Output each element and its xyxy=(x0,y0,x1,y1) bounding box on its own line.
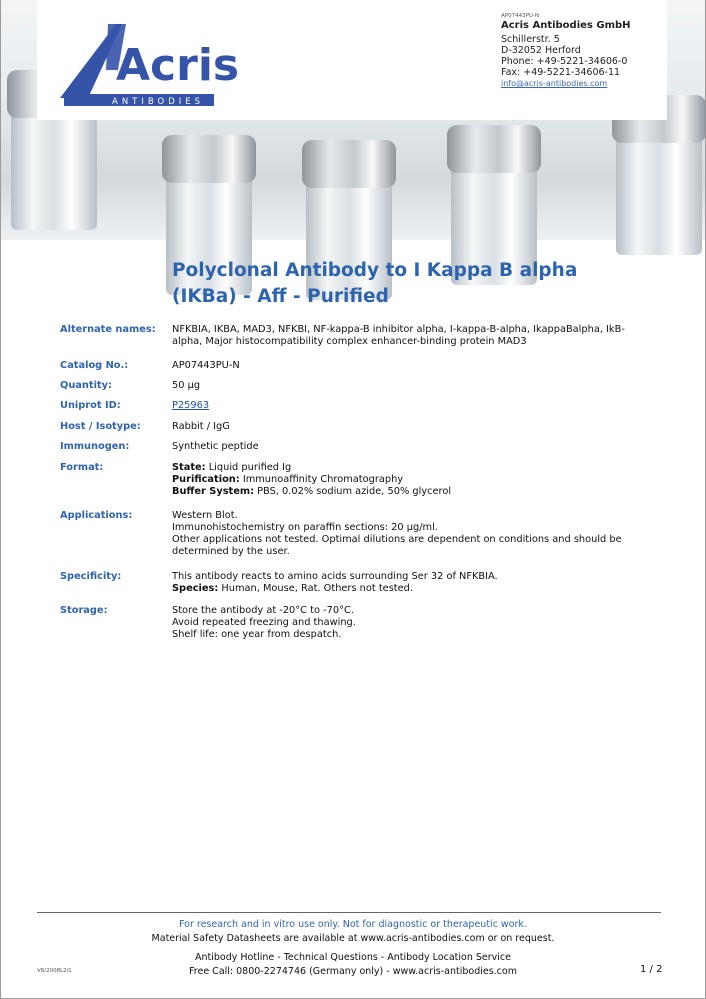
document-code: AP07443PU-N xyxy=(501,13,540,19)
version-code: V6/2008L2i1 xyxy=(37,968,72,974)
research-note: For research and in vitro use only. Not for diagnostic or therapeutic work. xyxy=(179,919,527,930)
freecall-note: Free Call: 0800-2274746 (Germany only) - www.acris-antibodies.com xyxy=(189,966,517,977)
fax: Fax: +49-5221-34606-11 xyxy=(501,67,621,78)
phone: Phone: +49-5221-34606-0 xyxy=(501,56,628,67)
company-address xyxy=(501,12,631,89)
svg-text:ANTIBODIES: ANTIBODIES xyxy=(112,97,205,107)
uniprot-link[interactable]: P25963 xyxy=(172,400,210,411)
page-number: 1 / 2 xyxy=(640,964,663,975)
acris-logo xyxy=(58,20,240,110)
city: D-32052 Herford xyxy=(501,45,581,56)
msds-note: Material Safety Datasheets are available at www.acris-antibodies.com or on request. xyxy=(151,933,555,944)
hotline-note: Antibody Hotline - Technical Questions - Antibody Location Service xyxy=(195,952,511,963)
company-name: Acris Antibodies GmbH xyxy=(501,20,631,31)
svg-text:Acris: Acris xyxy=(116,40,240,91)
street: Schillerstr. 5 xyxy=(501,34,560,45)
footer-divider xyxy=(37,912,661,913)
product-title: Polyclonal Antibody to I Kappa B alpha (IKBa) - Aff - Purified xyxy=(172,260,578,307)
email-link[interactable]: info@acris-antibodies.com xyxy=(501,79,608,88)
